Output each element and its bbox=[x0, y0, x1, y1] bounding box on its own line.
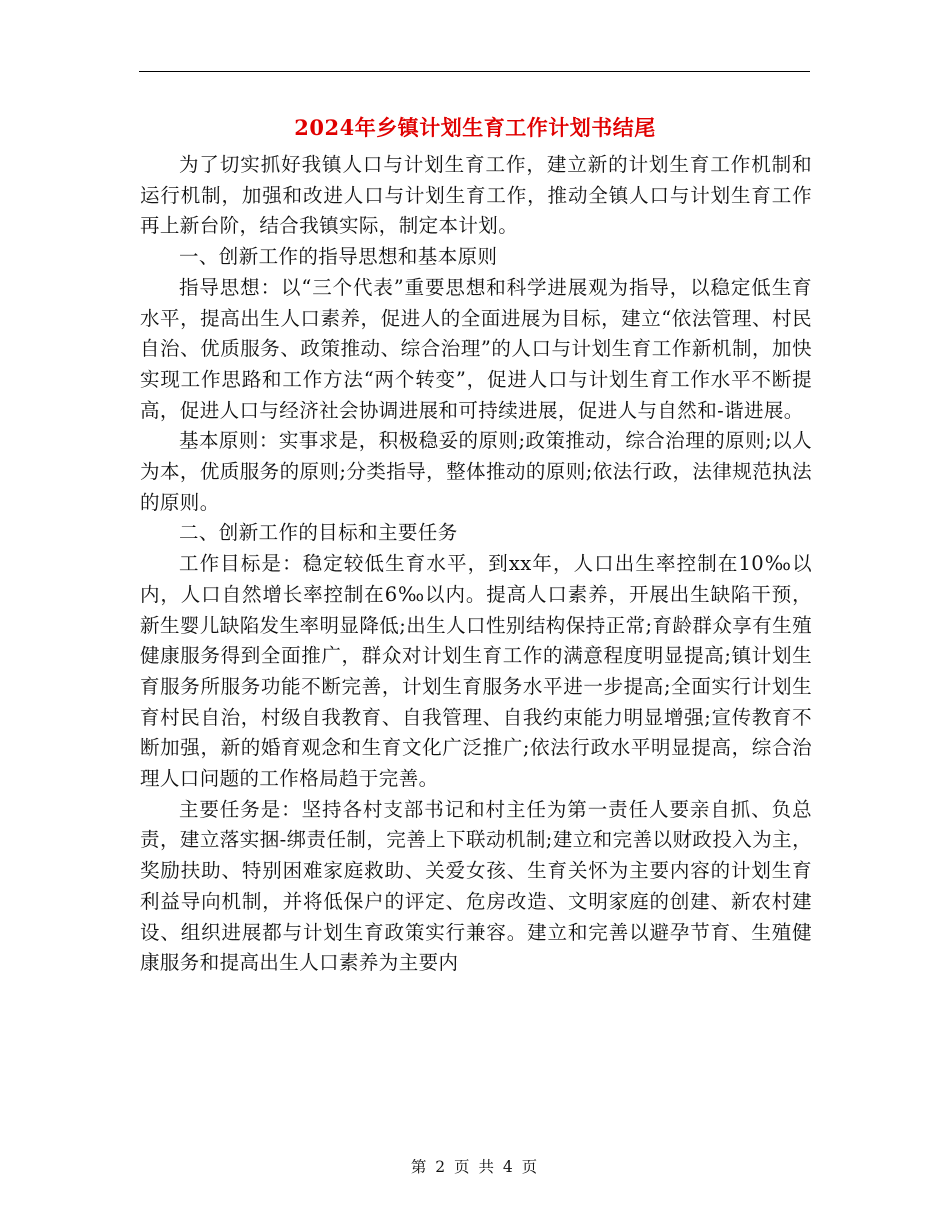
section-heading-1: 一、创新工作的指导思想和基本原则 bbox=[179, 245, 498, 269]
header-rule bbox=[139, 71, 810, 72]
paragraph-work-goals: 工作目标是：稳定较低生育水平，到xx年，人口出生率控制在10‰以内，人口自然增长率控制在6‰以内。提高人口素养，开展出生缺陷干预，新生婴儿缺陷发生率明显降低;出生人口性别结构保持正常;育龄群众享有生殖健康服务得到全面推广，群众对计划生育工作的满意程度明显提高;镇计划生育服务所服务功能不断完善，计划生育服务水平进一步提高;全面实行计划生育村民自治，村级自我教育、自我管理、自我约束能力明显增强;宣传教育不断加强，新的婚育观念和生育文化广泛推广;依法行政水平明显提高，综合治理人口问题的工作格局趋于完善。 bbox=[140, 552, 812, 791]
document-title: 2024年乡镇计划生育工作计划书结尾 bbox=[294, 115, 656, 140]
document-body bbox=[140, 150, 812, 979]
page-number: 第 2 页 共 4 页 bbox=[410, 1158, 540, 1176]
paragraph-guiding-thought: 指导思想：以“三个代表”重要思想和科学进展观为指导，以稳定低生育水平，提高出生人口素养，促进人的全面进展为目标，建立“依法管理、村民自治、优质服务、政策推动、综合治理”的人口与计划生育工作新机制，加快实现工作思路和工作方法“两个转变”，促进人口与计划生育工作水平不断提高，促进人口与经济社会协调进展和可持续进展，促进人与自然和-谐进展。 bbox=[140, 275, 812, 422]
paragraph-main-tasks: 主要任务是：坚持各村支部书记和村主任为第一责任人要亲自抓、负总责，建立落实捆-绑责任制，完善上下联动机制;建立和完善以财政投入为主，奖励扶助、特别困难家庭救助、关爱女孩、生育关怀为主要内容的计划生育利益导向机制，并将低保户的评定、危房改造、文明家庭的创建、新农村建设、组织进展都与计划生育政策实行兼容。建立和完善以避孕节育、生殖健康服务和提高出生人口素养为主要内 bbox=[140, 797, 812, 975]
section-heading-2: 二、创新工作的目标和主要任务 bbox=[179, 521, 458, 545]
paragraph-basic-principles: 基本原则：实事求是，积极稳妥的原则;政策推动，综合治理的原则;以人为本，优质服务的原则;分类指导，整体推动的原则;依法行政，法律规范执法的原则。 bbox=[140, 429, 812, 514]
paragraph-intro: 为了切实抓好我镇人口与计划生育工作，建立新的计划生育工作机制和运行机制，加强和改进人口与计划生育工作，推动全镇人口与计划生育工作再上新台阶，结合我镇实际，制定本计划。 bbox=[140, 153, 812, 238]
